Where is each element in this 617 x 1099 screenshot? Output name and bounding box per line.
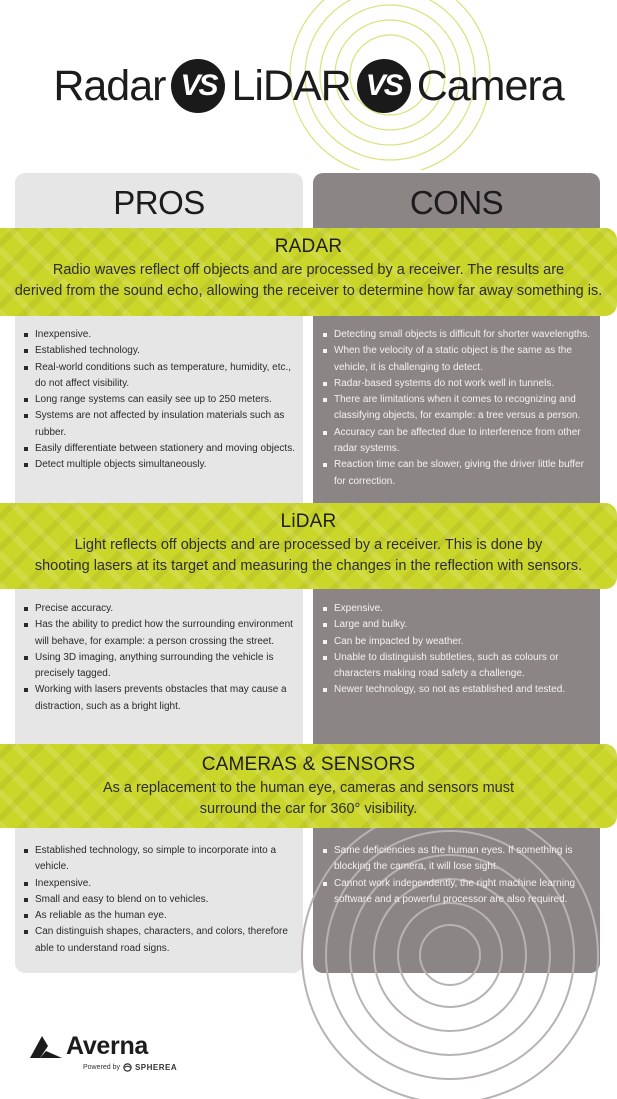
list-item: Large and bulky. <box>323 617 591 633</box>
lidar-description-line2: shooting lasers at its target and measuring the changes in the reflection with sensors. <box>34 558 583 574</box>
radar-description <box>0 260 617 302</box>
signal-rings-bottom-decoration <box>280 790 617 1099</box>
list-item: Same deficiencies as the human eyes. If something is blocking the camera, it will lose sight. <box>323 843 591 876</box>
powered-by-label: Powered by <box>83 1064 120 1071</box>
lidar-description-line1: Light reflects off objects and are processed by a receiver. This is done by <box>74 537 543 553</box>
list-item: Established technology. <box>24 343 296 359</box>
lidar-band <box>0 503 617 589</box>
cameras-description-line2: surround the car for 360° visibility. <box>199 801 418 817</box>
radar-description-line2: derived from the sound echo, allowing the receiver to determine how far away something is. <box>14 283 603 299</box>
list-item: Reaction time can be slower, giving the driver little buffer for correction. <box>323 457 591 490</box>
partner-name: SPHEREA <box>134 1063 178 1072</box>
list-item: Cannot work independently, the right machine learning software and a powerful processor are also required. <box>323 876 591 909</box>
cameras-description-line1: As a replacement to the human eye, cameras and sensors must <box>102 780 515 796</box>
list-item: Long range systems can easily see up to 250 meters. <box>24 392 296 408</box>
cameras-pros-list <box>24 843 304 957</box>
radar-cons-list <box>323 327 591 490</box>
list-item: Can be impacted by weather. <box>323 634 591 650</box>
cameras-band <box>0 744 617 828</box>
list-item: Expensive. <box>323 601 591 617</box>
page-title <box>0 56 617 116</box>
pros-heading: PROS <box>113 184 205 221</box>
list-item: Real-world conditions such as temperature, humidity, etc., do not affect visibility. <box>24 360 296 393</box>
radar-pros-list <box>24 327 296 474</box>
list-item: Systems are not affected by insulation materials such as rubber. <box>24 408 296 441</box>
list-item: Accuracy can be affected due to interference from other radar systems. <box>323 425 591 458</box>
list-item: Easily differentiate between stationery and moving objects. <box>24 441 296 457</box>
list-item: Inexpensive. <box>24 876 304 892</box>
radar-description-line1: Radio waves reflect off objects and are processed by a receiver. The results are <box>52 262 565 278</box>
cameras-description <box>0 778 617 820</box>
cons-heading: CONS <box>409 184 504 221</box>
list-item: Can distinguish shapes, characters, and colors, therefore able to understand road signs. <box>24 924 304 957</box>
list-item: Using 3D imaging, anything surrounding the vehicle is precisely tagged. <box>24 650 296 683</box>
cameras-title: CAMERAS & SENSORS <box>201 754 416 775</box>
list-item: Working with lasers prevents obstacles that may cause a distraction, such as a bright light. <box>24 682 296 715</box>
spherea-logo-icon <box>123 1063 132 1072</box>
vs-badge-icon: VS <box>171 59 225 113</box>
powered-by <box>83 1063 177 1072</box>
lidar-pros-list <box>24 601 296 715</box>
title-radar: Radar <box>53 61 166 110</box>
averna-logo-icon <box>28 1034 64 1060</box>
list-item: Unable to distinguish subtleties, such as colours or characters making road safety a challenge. <box>323 650 591 683</box>
cameras-cons-list <box>323 843 591 908</box>
vs-badge-icon: VS <box>357 59 411 113</box>
title-lidar: LiDAR <box>231 61 351 110</box>
lidar-cons-list <box>323 601 591 699</box>
list-item: Radar-based systems do not work well in tunnels. <box>323 376 591 392</box>
radar-band <box>0 228 617 316</box>
list-item: Detect multiple objects simultaneously. <box>24 457 296 473</box>
brand-name: Averna <box>66 1032 149 1060</box>
title-camera: Camera <box>416 61 564 110</box>
list-item: Newer technology, so not as established and tested. <box>323 682 591 698</box>
lidar-description <box>0 535 617 577</box>
list-item: Has the ability to predict how the surrounding environment will behave, for example: a person crossing the street. <box>24 617 296 650</box>
list-item: There are limitations when it comes to recognizing and classifying objects, for example: a tree versus a person. <box>323 392 591 425</box>
lidar-title: LiDAR <box>280 511 337 532</box>
list-item: Established technology, so simple to incorporate into a vehicle. <box>24 843 304 876</box>
list-item: As reliable as the human eye. <box>24 908 304 924</box>
list-item: Detecting small objects is difficult for shorter wavelengths. <box>323 327 591 343</box>
radar-title: RADAR <box>274 236 343 257</box>
list-item: When the velocity of a static object is the same as the vehicle, it is challenging to detect. <box>323 343 591 376</box>
list-item: Inexpensive. <box>24 327 296 343</box>
list-item: Precise accuracy. <box>24 601 296 617</box>
list-item: Small and easy to blend on to vehicles. <box>24 892 304 908</box>
